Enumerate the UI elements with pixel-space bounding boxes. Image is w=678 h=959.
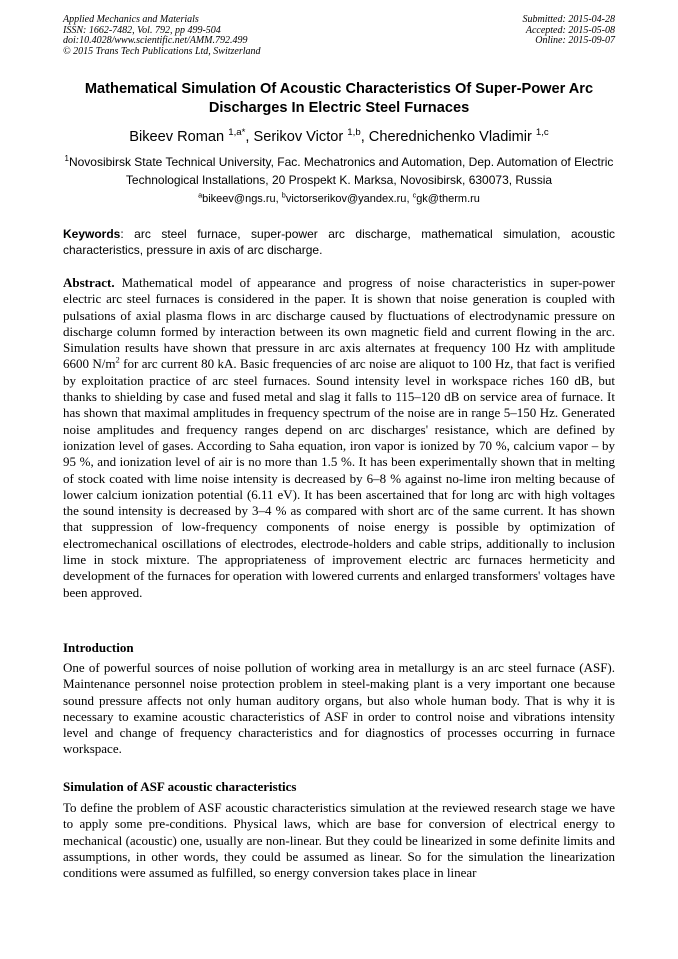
- email-address: victorserikov@yandex.ru: [285, 193, 407, 205]
- email-mark: c: [412, 190, 417, 200]
- simulation-heading: Simulation of ASF acoustic characteristics: [63, 779, 297, 794]
- author-name: Serikov Victor: [253, 129, 344, 145]
- paper-title: Mathematical Simulation Of Acoustic Characteristics Of Super-Power Arc Discharges In Electric Steel Furnaces: [84, 81, 594, 116]
- affiliation-mark: 1: [64, 154, 69, 163]
- email-mark: a: [198, 190, 203, 200]
- author-name: Cherednichenko Vladimir: [368, 129, 532, 145]
- online-date: Online: 2015-09-07: [535, 35, 615, 47]
- issn-line: ISSN: 1662-7482, Vol. 792, pp 499-504: [63, 24, 221, 36]
- abstract-text-part1: Mathematical model of appearance and progress of noise characteristics in super-power electric arc steel furnaces is considered in the paper. It is shown that noise generation is coupled with pulsations of axial plasma flows in arc discharge caused by fluctuations of electrodynamic pressure on discharge column formed by interaction between its own magnetic field and current flowing in the arc. Simulation results have shown that pressure in arc axis alternates at frequency 100 Hz with amplitude 6600 N/m: [63, 275, 615, 372]
- email-address: gk@therm.ru: [416, 193, 480, 205]
- keywords-text: : arc steel furnace, super-power arc discharge, mathematical simulation, acoustic characteristics, pressure in axis of arc discharge.: [63, 227, 615, 257]
- submission-dates: [523, 15, 616, 47]
- copyright-line: © 2015 Trans Tech Publications Ltd, Switzerland: [63, 45, 261, 57]
- submitted-date: Submitted: 2015-04-28: [522, 14, 615, 25]
- email-list: [63, 192, 615, 206]
- email-separator: ,: [275, 193, 282, 205]
- author-list: [63, 128, 615, 146]
- keywords-label: Keywords: [63, 227, 121, 241]
- author-separator: ,: [245, 129, 254, 145]
- accepted-date: Accepted: 2015-05-08: [525, 24, 615, 36]
- affiliation-text: Novosibirsk State Technical University, Fac. Mechatronics and Automation, Dep. Automation of Electric Technological Installations, 20 Prospekt K. Marksa, Novosibirsk, 630073, Russia: [68, 155, 614, 187]
- abstract-label: Abstract.: [63, 275, 115, 290]
- abstract-text-part2: for arc current 80 kA. Basic frequencies of arc noise are aliquot to 100 Hz, that fact is verified by exploitation practice of arc steel furnaces. Sound intensity level in workspace riches 160 dB, but thanks to shielding by case and fused metal and slag it falls to 115–120 dB on service area of furnace. It has shown that maximal amplitudes in frequency spectrum of the noise are in range 5–150 Hz. Generated noise amplitudes and frequency ranges depend on arc discharges' resistance, which are defined by ionization level of gases. According to Saha equation, iron vapor is ionized by 70 %, calcium vapor – by 95 %, and ionization level of air is no more than 1.5 %. It has been experimentally shown that in melting of stock coated with lime noise intensity is decreased by 6–8 % against no-lime iron melting because of lower calcium ionization potential (6.11 eV). It has been ascertained that for long arc with high voltages the sound intensity is decreased by 3–4 % as compared with short arc of the same current. It has shown that suppression of low-frequency components of noise energy is possible by optimization of electromechanical oscillations of electrodes, electrode-holders and cable strips, additionally to inclusion lime in stock mixture. The appropriateness of improvement electric arc furnaces hermeticity and development of the furnaces for operation with lowered currents and enlarged transformers' voltages have been approved.: [63, 356, 615, 600]
- introduction-heading: Introduction: [63, 640, 134, 655]
- email-separator: ,: [406, 193, 413, 205]
- keywords-paragraph: [63, 227, 615, 258]
- abstract-paragraph: [63, 275, 615, 601]
- author-separator: ,: [360, 129, 369, 145]
- email-mark: b: [281, 190, 286, 200]
- author-affiliation-mark: 1,b: [347, 127, 361, 139]
- author-name: Bikeev Roman: [129, 129, 225, 145]
- affiliation: [63, 154, 615, 189]
- simulation-paragraph: To define the problem of ASF acoustic characteristics simulation at the reviewed research stage we have to apply some pre-conditions. Physical laws, which are base for conversion of electrical energy to mechanical (acoustic) one, usually are non-linear. But they could be linearized in some definite limits and assumptions, in other words, they could be assumed as linear. So for the simulation the linearization conditions were assumed as fulfilled, so energy conversion takes place in linear: [63, 800, 615, 881]
- journal-name: Applied Mechanics and Materials: [63, 14, 199, 25]
- email-address: bikeev@ngs.ru: [202, 193, 276, 205]
- journal-info: [63, 15, 261, 57]
- author-affiliation-mark: 1,a*: [228, 127, 246, 139]
- doi-line: doi:10.4028/www.scientific.net/AMM.792.499: [63, 35, 248, 47]
- unit-exponent: 2: [115, 355, 120, 366]
- author-affiliation-mark: 1,c: [535, 127, 549, 139]
- introduction-paragraph: One of powerful sources of noise pollution of working area in metallurgy is an arc steel furnace (ASF). Maintenance personnel noise protection problem in steel-making plant is a very important one because sound pressure affects not only human auditory organs, but also whole human body. That is why it is necessary to examine acoustic characteristics of ASF in order to control noise and vibrations intensity level and change of frequency characteristics and for diagnostics of processes occurring in furnace workspace.: [63, 660, 615, 757]
